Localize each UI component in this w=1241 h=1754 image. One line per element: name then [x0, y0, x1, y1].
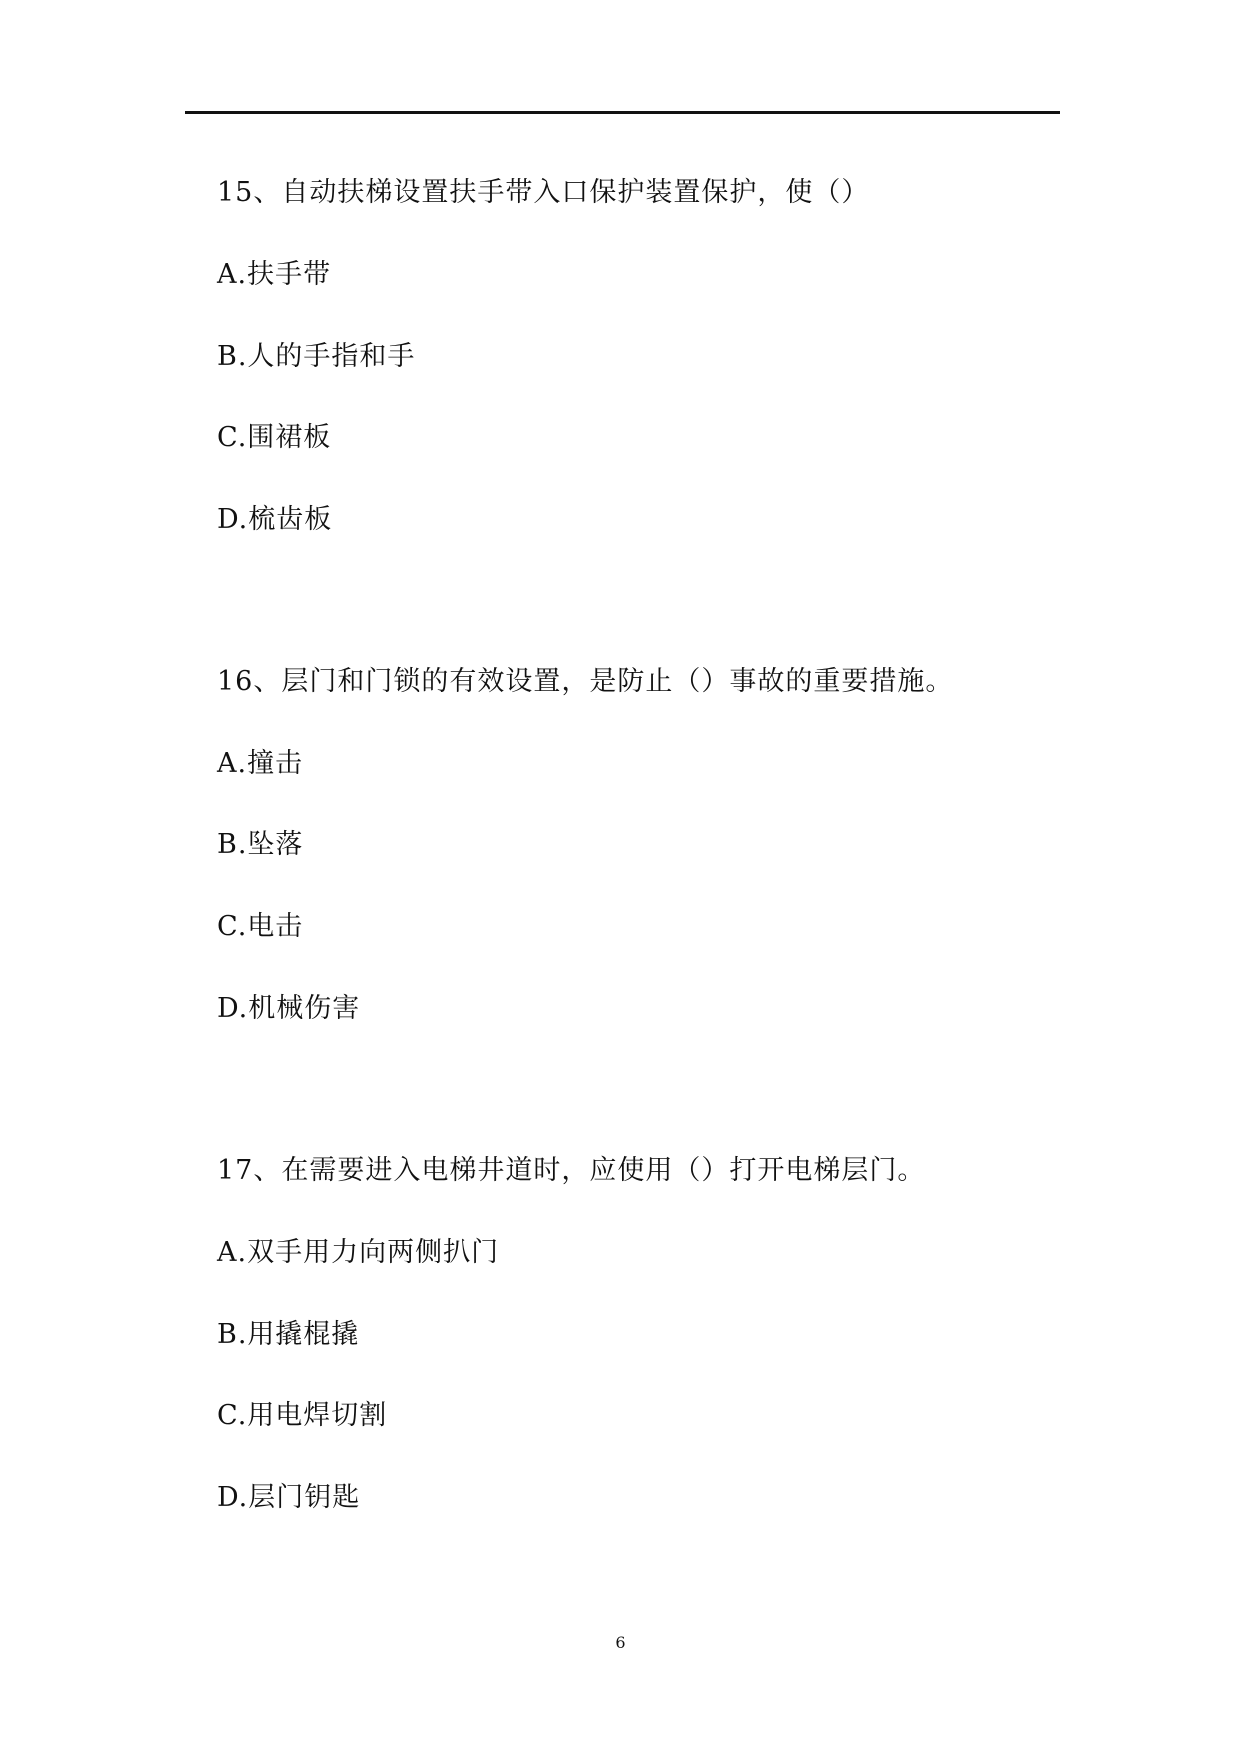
option-c: C.电击 — [217, 911, 304, 942]
option-c: C.用电焊切割 — [217, 1400, 388, 1431]
option-b: B.用撬棍撬 — [217, 1319, 360, 1350]
option-d: D.层门钥匙 — [217, 1482, 361, 1513]
header-rule — [185, 111, 1060, 114]
option-d: D.梳齿板 — [217, 504, 333, 535]
option-d: D.机械伤害 — [217, 993, 361, 1024]
option-a: A.扶手带 — [217, 259, 332, 290]
question-text: 17、在需要进入电梯井道时，应使用（）打开电梯层门。 — [217, 1155, 926, 1186]
option-b: B.坠落 — [217, 829, 304, 860]
question-text: 15、自动扶梯设置扶手带入口保护装置保护，使（） — [217, 177, 870, 208]
option-a: A.撞击 — [217, 748, 304, 779]
question-text: 16、层门和门锁的有效设置，是防止（）事故的重要措施。 — [217, 666, 954, 697]
option-a: A.双手用力向两侧扒门 — [217, 1237, 500, 1268]
page-number: 6 — [615, 1633, 626, 1652]
option-c: C.围裙板 — [217, 422, 332, 453]
option-b: B.人的手指和手 — [217, 341, 416, 372]
